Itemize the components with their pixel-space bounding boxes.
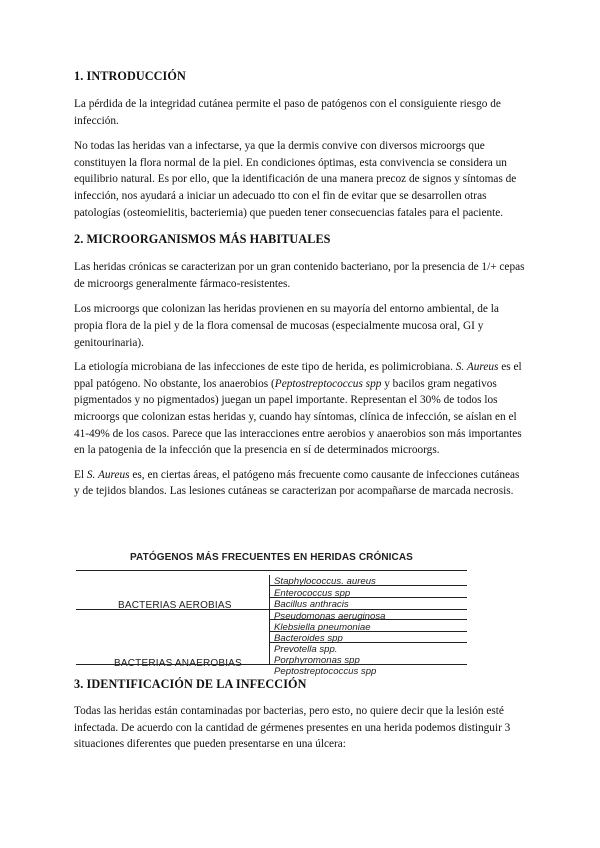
species-name: Peptostreptococcus spp	[274, 377, 382, 390]
paragraph: Los microorgs que colonizan las heridas provienen en su mayoría del entorno ambiental, de la propia flora de la piel y de la flora comensal de mucosas (especialmente mucosa oral, GI y genitourinaria).	[74, 303, 499, 349]
section-heading-identificacion: 3. IDENTIFICACIÓN DE LA INFECCIÓN	[74, 677, 307, 691]
section-heading-microorganismos: 2. MICROORGANISMOS MÁS HABITUALES	[74, 232, 331, 247]
paragraph: Las heridas crónicas se caracterizan por un gran contenido bacteriano, por la presencia de 1/+ cepas de microorgs generalmente fármaco-resistentes.	[74, 261, 525, 290]
paragraph	[74, 359, 526, 459]
text-run: y bacilos gram negativos pigmentados y no pigmentados) juegan un papel importante. Representan el 30% de todos los microorgs que colonizan estas heridas y, cuando hay síntomas, clínica de infección, se aíslan en el 41-49% de los casos. Parece que las interacciones entre aerobios y anaerobios son más importantes en la patogenia de la infección que la presencia en sí de determinados microorgs.	[74, 377, 522, 457]
text-run: es, en ciertas áreas, el patógeno más frecuente como causante de infecciones cutáneas y de tejidos blandos. Las lesiones cutáneas se caracterizan por acompañarse de marcada necrosis.	[74, 468, 520, 498]
anaerobic-organism: Prevotella spp.	[274, 644, 338, 655]
anaerobic-organism: Peptostreptococcus spp	[274, 666, 377, 677]
anaerobic-organism: Bacteroides spp	[274, 633, 343, 644]
paragraph	[74, 467, 526, 500]
table-rule	[76, 570, 467, 571]
pathogens-table	[76, 541, 467, 677]
aerobic-category: BACTERIAS AEROBIAS	[118, 600, 232, 611]
paragraph: Todas las heridas están contaminadas por bacterias, pero esto, no quiere decir que la lesión esté infectada. De acuerdo con la cantidad de gérmenes presentes en una herida podemos distinguir 3 situaciones diferentes que pueden presentarse en una úlcera:	[74, 705, 511, 751]
document-body	[74, 68, 526, 500]
aerobic-organism: Klebsiella pneumoniae	[274, 622, 371, 633]
document-body-continued	[74, 676, 526, 753]
aerobic-organism: Enterococcus spp	[274, 588, 351, 599]
anaerobic-organism: Porphyromonas spp	[274, 655, 360, 666]
species-name: S. Aureus	[455, 361, 499, 374]
aerobic-organism: Pseudomonas aeruginosa	[274, 611, 386, 622]
paragraph: La pérdida de la integridad cutánea permite el paso de patógenos con el consiguiente riesgo de infección.	[74, 98, 501, 127]
aerobic-organism: Staphylococcus. aureus	[274, 576, 376, 587]
text-run: es el ppal patógeno. No obstante, los anaerobios (	[74, 361, 522, 390]
section-heading-introduccion: 1. INTRODUCCIÓN	[74, 69, 186, 83]
aerobic-organism: Bacillus anthracis	[274, 599, 349, 610]
paragraph: No todas las heridas van a infectarse, ya que la dermis convive con diversos microorgs que constituyen la flora normal de la piel. En condiciones óptimas, esta convivencia se considera un equilibrio natural. Es por ello, que la identificación de una manera precoz de signos y síntomas de infección, nos ayudará a iniciar un adecuado tto con el fin de evitar que se desarrollen otras patologías (osteomielitis, bacteriemia) que pueden tener consecuencias fatales para el paciente.	[74, 140, 517, 219]
text-run: El	[74, 468, 87, 481]
text-run: La etiología microbiana de las infecciones de este tipo de herida, es polimicrobiana.	[74, 361, 456, 374]
anaerobic-category: BACTERIAS ANAEROBIAS	[114, 658, 242, 669]
species-name: S. Aureus	[86, 468, 130, 481]
table-title: PATÓGENOS MÁS FRECUENTES EN HERIDAS CRÓNICAS	[130, 552, 413, 563]
